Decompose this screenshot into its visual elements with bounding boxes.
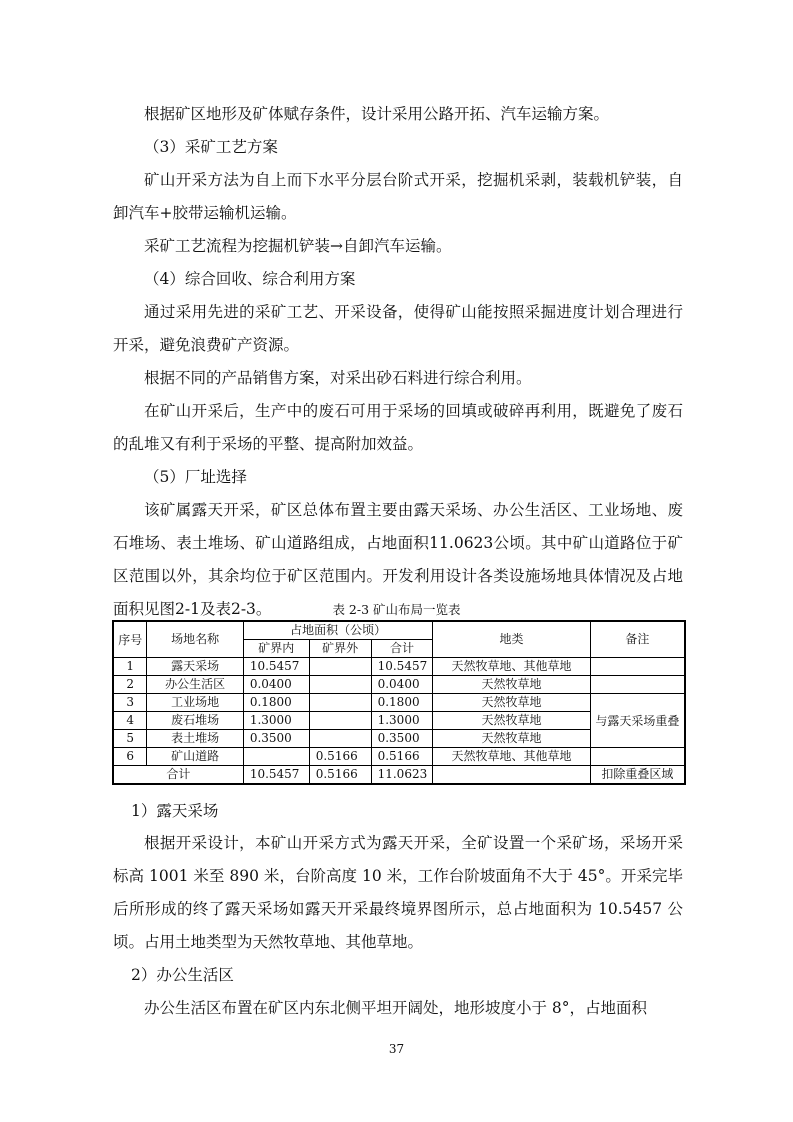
heading-site-selection: （5）厂址选择 [144,468,247,486]
cell-merged-note: 与露天采场重叠 [590,694,685,748]
cell-total: 0.5166 [371,748,433,766]
cell-sum-total: 11.0623 [371,766,433,785]
cell-inside [243,748,309,766]
paragraph-office-area: 办公生活区布置在矿区内东北侧平坦开阔处，地形坡度小于 8°，占地面积 [144,999,648,1017]
mine-layout-table [112,620,686,785]
header-total: 合计 [371,640,433,658]
cell-total: 0.0400 [371,676,433,694]
header-area: 占地面积（公顷） [243,621,433,640]
cell-site-name: 矿山道路 [147,748,243,766]
cell-land-type: 天然牧草地、其他草地 [433,658,590,676]
cell-sum-land-type [433,766,590,785]
cell-seq: 2 [113,676,147,694]
cell-total: 1.3000 [371,712,433,730]
cell-seq: 3 [113,694,147,712]
cell-total: 10.5457 [371,658,433,676]
table-row [113,694,685,712]
cell-inside: 0.3500 [243,730,309,748]
cell-outside [309,658,371,676]
table-caption: 表 2-3 矿山布局一览表 [332,602,461,617]
cell-site-name: 表土堆场 [147,730,243,748]
cell-total: 0.1800 [371,694,433,712]
header-note: 备注 [590,621,685,658]
cell-site-name: 办公生活区 [147,676,243,694]
cell-outside [309,694,371,712]
table-header-row [113,621,685,640]
cell-sum-outside: 0.5166 [309,766,371,785]
cell-land-type: 天然牧草地、其他草地 [433,748,590,766]
paragraph-mining-method: 矿山开采方法为自上而下水平分层台阶式开采，挖掘机采剥，装载机铲装，自卸汽车+胶带运输机运输。 [113,171,683,222]
cell-note [590,658,685,676]
cell-seq: 6 [113,748,147,766]
cell-outside: 0.5166 [309,748,371,766]
table-row [113,658,685,676]
page-number: 37 [388,1042,405,1056]
cell-land-type: 天然牧草地 [433,712,590,730]
paragraph-transport-plan: 根据矿区地形及矿体赋存条件，设计采用公路开拓、汽车运输方案。 [144,105,610,123]
paragraph-waste-rock: 在矿山开采后，生产中的废石可用于采场的回填或破碎再利用，既避免了废石的乱堆又有利于采场的平整、提高附加效益。 [113,402,683,453]
subheading-open-pit: 1）露天采场 [131,802,219,820]
heading-mining-process: （3）采矿工艺方案 [144,138,278,156]
table-row [113,748,685,766]
cell-inside: 0.1800 [243,694,309,712]
cell-inside: 1.3000 [243,712,309,730]
cell-total: 0.3500 [371,730,433,748]
cell-sum-label: 合计 [113,766,243,785]
cell-land-type: 天然牧草地 [433,730,590,748]
cell-site-name: 露天采场 [147,658,243,676]
cell-note [590,676,685,694]
cell-sum-inside: 10.5457 [243,766,309,785]
paragraph-layout-overview: 该矿属露天开采，矿区总体布置主要由露天采场、办公生活区、工业场地、废石堆场、表土堆场、矿山道路组成，占地面积11.0623公顷。其中矿山道路位于矿区范围以外，其余均位于矿区范围内。开发利用设计各类设施场地具体情况及占地面积见图2-1及表2-3。 [113,501,683,618]
cell-sum-note: 扣除重叠区域 [590,766,685,785]
paragraph-advanced-process: 通过采用先进的采矿工艺、开采设备，使得矿山能按照采掘进度计划合理进行开采，避免浪费矿产资源。 [113,303,683,354]
cell-outside [309,712,371,730]
header-seq: 序号 [113,621,147,658]
cell-site-name: 废石堆场 [147,712,243,730]
cell-land-type: 天然牧草地 [433,694,590,712]
heading-comprehensive-recovery: （4）综合回收、综合利用方案 [144,270,356,288]
cell-land-type: 天然牧草地 [433,676,590,694]
table-sum-row [113,766,685,785]
header-outside: 矿界外 [309,640,371,658]
table-row [113,676,685,694]
cell-inside: 0.0400 [243,676,309,694]
paragraph-sales-plan: 根据不同的产品销售方案，对采出砂石料进行综合利用。 [144,369,532,387]
cell-outside [309,730,371,748]
cell-note [590,748,685,766]
cell-site-name: 工业场地 [147,694,243,712]
cell-inside: 10.5457 [243,658,309,676]
header-site-name: 场地名称 [147,621,243,658]
cell-seq: 4 [113,712,147,730]
paragraph-process-flow: 采矿工艺流程为挖掘机铲装→自卸汽车运输。 [144,237,452,255]
cell-outside [309,676,371,694]
subheading-office-area: 2）办公生活区 [131,966,234,984]
header-inside: 矿界内 [243,640,309,658]
header-land-type: 地类 [433,621,590,658]
cell-seq: 5 [113,730,147,748]
paragraph-open-pit: 根据开采设计，本矿山开采方式为露天开采，全矿设置一个采矿场，采场开采标高 1001 米至 890 米，台阶高度 10 米，工作台阶坡面角不大于 45°。开采完毕后所形成的终了露天采场如露天开采最终境界图所示，总占地面积为 10.5457 公顷。占用土地类型为天然牧草地、其他草地。 [113,834,683,951]
cell-seq: 1 [113,658,147,676]
